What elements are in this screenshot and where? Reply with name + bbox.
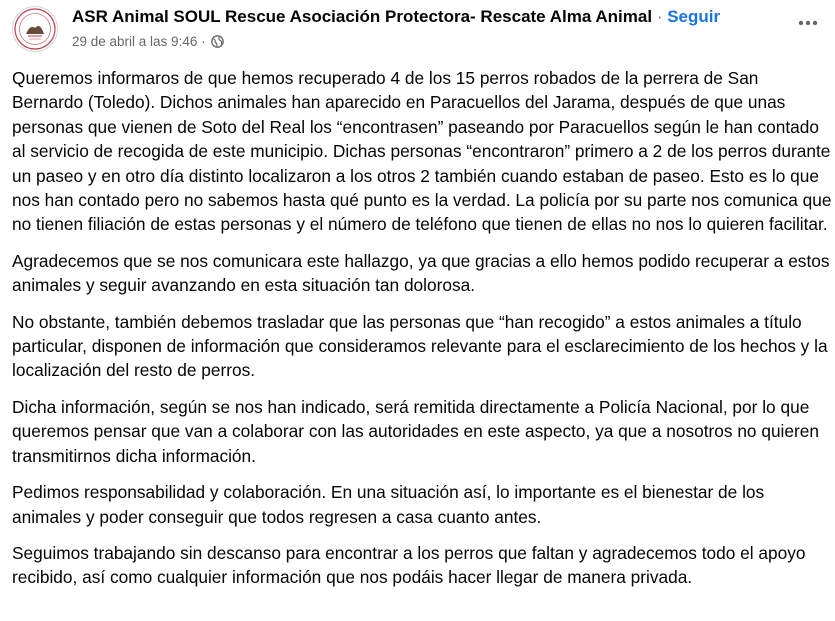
meta-separator: · [201,34,206,49]
follow-button[interactable]: Seguir [667,7,721,26]
post-header [12,6,823,56]
post-timestamp-link[interactable]: 29 de abril a las 9:46 [72,34,198,49]
post-meta [72,6,783,53]
globe-icon[interactable] [211,35,224,53]
post-body [12,66,832,602]
post-paragraph: Queremos informaros de que hemos recuperado 4 de los 15 perros robados de la perrera de San Bernardo (Toledo). Dichos animales han aparecido en Paracuellos del Jarama, después de que unas personas que vienen de Soto del Real los “encontrasen” paseando por Paracuellos según le han contado al servicio de recogida de este municipio. Dichas personas “encontraron” primero a 2 de los perros durante un paseo y en otro día distinto localizaron a los otros 2 también cuando estaban de paseo. Esto es lo que nos han contado pero no sabemos hasta qué punto es la verdad. La policía por su parte nos comunica que no tienen filiación de estas personas y el número de teléfono que tienen de ellas no nos lo quieren facilitar. [12,68,832,235]
name-separator: · [656,7,663,26]
post-paragraph: Agradecemos que se nos comunicara este hallazgo, ya que gracias a ello hemos podido recuperar a estos animales y seguir avanzando en esta situación tan dolorosa. [12,250,830,296]
post-paragraph: Dicha información, según se nos han indicado, será remitida directamente a Policía Nacional, por lo que queremos pensar que van a colaborar con las autoridades en este aspecto, ya que a nosotros no quieren transmitirnos dicha información. [12,396,819,466]
more-options-icon[interactable] [793,8,823,38]
post-paragraph: No obstante, también debemos trasladar que las personas que “han recogido” a estos animales a título particular, disponen de información que consideramos relevante para el esclarecimiento de los hechos y la localización del resto de perros. [12,311,828,381]
author-name-link[interactable]: ASR Animal SOUL Rescue Asociación Protectora- Rescate Alma Animal [72,7,653,26]
page-logo-icon [13,7,57,51]
post-subline [72,33,783,53]
author-line [72,6,783,28]
page-avatar[interactable] [12,6,58,52]
post-paragraph: Seguimos trabajando sin descanso para encontrar a los perros que faltan y agradecemos todo el apoyo recibido, así como cualquier información que nos podáis hacer llegar de manera privada. [12,542,806,588]
post-paragraph: Pedimos responsabilidad y colaboración. En una situación así, lo importante es el bienestar de los animales y poder conseguir que todos regresen a casa cuanto antes. [12,482,765,527]
